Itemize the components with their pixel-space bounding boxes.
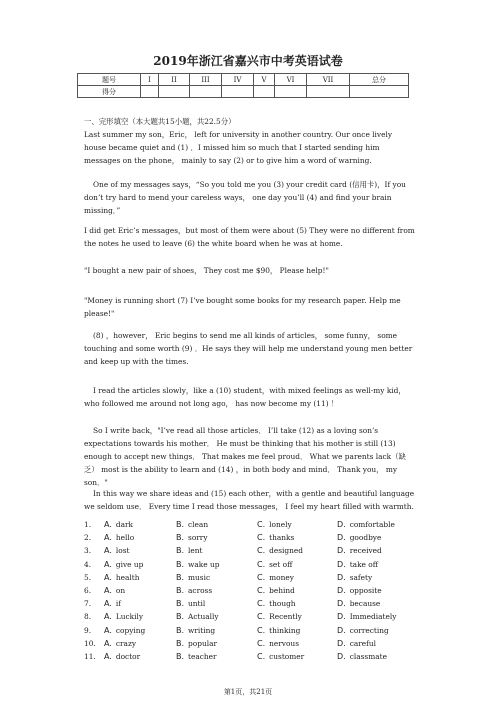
option-text: comfortable bbox=[349, 520, 395, 529]
question-number: 10. bbox=[84, 638, 96, 648]
option-b[interactable] bbox=[176, 599, 205, 608]
option-a[interactable] bbox=[104, 560, 143, 569]
option-c[interactable] bbox=[257, 612, 302, 621]
option-row bbox=[84, 573, 424, 586]
option-row bbox=[84, 546, 424, 559]
option-text: on bbox=[115, 585, 126, 595]
option-d[interactable] bbox=[337, 586, 382, 595]
option-text: though bbox=[269, 599, 296, 609]
score-header-cell: VI bbox=[275, 74, 307, 86]
option-letter: B. bbox=[176, 625, 185, 635]
score-header-cell: V bbox=[254, 74, 275, 86]
option-text: take off bbox=[349, 559, 378, 569]
option-b[interactable] bbox=[176, 546, 203, 555]
score-header-cell: VII bbox=[307, 74, 350, 86]
option-b[interactable] bbox=[176, 652, 217, 661]
option-a[interactable] bbox=[104, 520, 133, 529]
score-cell bbox=[141, 86, 159, 98]
option-d[interactable] bbox=[337, 573, 372, 582]
option-a[interactable] bbox=[104, 573, 140, 582]
option-c[interactable] bbox=[257, 626, 300, 635]
option-b[interactable] bbox=[176, 520, 208, 529]
option-c[interactable] bbox=[257, 599, 296, 608]
option-a[interactable] bbox=[104, 546, 129, 555]
option-row bbox=[84, 586, 424, 599]
option-row bbox=[84, 652, 424, 665]
option-letter: D. bbox=[337, 559, 346, 569]
option-text: lonely bbox=[269, 520, 292, 529]
option-d[interactable] bbox=[337, 560, 378, 569]
option-letter: B. bbox=[176, 520, 185, 529]
option-text: hello bbox=[115, 533, 135, 543]
page-footer: 第1页，共21页 bbox=[223, 688, 273, 696]
option-text: doctor bbox=[115, 651, 141, 661]
option-text: if bbox=[115, 599, 121, 609]
score-cell bbox=[307, 86, 350, 98]
option-letter: B. bbox=[176, 599, 185, 609]
option-b[interactable] bbox=[176, 612, 219, 621]
passage-paragraph: "I bought a new pair of shoes， They cost me $90， Please help!" bbox=[84, 266, 329, 275]
option-letter: A. bbox=[104, 625, 112, 635]
option-text: thinking bbox=[269, 625, 301, 635]
option-letter: B. bbox=[176, 651, 185, 661]
option-letter: C. bbox=[257, 625, 266, 635]
question-number: 1. bbox=[84, 520, 92, 529]
option-text: wake up bbox=[188, 559, 220, 569]
option-text: opposite bbox=[349, 585, 382, 595]
option-letter: A. bbox=[104, 546, 112, 556]
question-number: 11. bbox=[84, 651, 96, 661]
option-text: correcting bbox=[349, 625, 389, 635]
passage-paragraph: (8) ，however， Eric begins to send me all kinds of articles， some funny， some touching and some worth (9) ．He says they will help me understand young men better and keep up with the times. bbox=[84, 331, 413, 366]
score-row-label: 得分 bbox=[78, 86, 141, 98]
option-c[interactable] bbox=[257, 652, 304, 661]
option-letter: C. bbox=[257, 599, 266, 609]
option-text: clean bbox=[188, 520, 209, 529]
option-text: Luckily bbox=[115, 612, 144, 622]
option-d[interactable] bbox=[337, 652, 387, 661]
option-text: sorry bbox=[188, 533, 208, 543]
option-b[interactable] bbox=[176, 560, 219, 569]
option-a[interactable] bbox=[104, 599, 121, 608]
option-letter: B. bbox=[176, 546, 185, 556]
option-letter: A. bbox=[104, 520, 112, 529]
option-letter: D. bbox=[337, 612, 346, 622]
option-letter: A. bbox=[104, 599, 112, 609]
option-text: safety bbox=[349, 572, 373, 582]
option-text: Recently bbox=[269, 612, 302, 622]
option-a[interactable] bbox=[104, 652, 140, 661]
option-text: nervous bbox=[269, 638, 299, 648]
question-number: 8. bbox=[84, 612, 92, 622]
option-b[interactable] bbox=[176, 533, 208, 542]
option-text: popular bbox=[188, 638, 218, 648]
passage-paragraph: One of my messages says，“So you told me you (3) your credit card (信用卡)，If you don’t try hard to mend your careless ways， one day you’ll (4) and find your brain missing．” bbox=[84, 180, 406, 215]
option-text: careful bbox=[349, 638, 377, 648]
score-cell bbox=[190, 86, 222, 98]
option-c[interactable] bbox=[257, 639, 299, 648]
option-text: lent bbox=[188, 546, 203, 556]
question-number: 4. bbox=[84, 559, 92, 569]
option-c[interactable] bbox=[257, 560, 292, 569]
option-c[interactable] bbox=[257, 520, 292, 529]
option-letter: C. bbox=[257, 520, 266, 529]
option-b[interactable] bbox=[176, 586, 212, 595]
score-header-cell: III bbox=[190, 74, 222, 86]
option-letter: A. bbox=[104, 533, 112, 543]
score-cell bbox=[350, 86, 409, 98]
option-row bbox=[84, 560, 424, 573]
option-letter: B. bbox=[176, 559, 185, 569]
option-c[interactable] bbox=[257, 586, 295, 595]
score-table bbox=[77, 73, 409, 98]
option-b[interactable] bbox=[176, 639, 217, 648]
option-text: health bbox=[115, 572, 140, 582]
option-letter: A. bbox=[104, 638, 112, 648]
option-text: designed bbox=[269, 546, 303, 556]
score-header-cell: IV bbox=[222, 74, 254, 86]
score-cell bbox=[275, 86, 307, 98]
option-letter: D. bbox=[337, 625, 346, 635]
option-c[interactable] bbox=[257, 546, 303, 555]
option-row bbox=[84, 533, 424, 546]
option-text: thanks bbox=[269, 533, 295, 543]
option-text: writing bbox=[188, 625, 216, 635]
option-text: behind bbox=[269, 585, 295, 595]
option-row bbox=[84, 626, 424, 639]
score-table-header-row bbox=[78, 74, 409, 86]
option-letter: C. bbox=[257, 572, 266, 582]
option-text: across bbox=[188, 585, 213, 595]
passage-paragraph: I read the articles slowly，like a (10) student，with mixed feelings as well-my kid，who followed me around not long ago， has now become my (11) ！ bbox=[84, 386, 406, 408]
score-header-cell: I bbox=[141, 74, 159, 86]
option-a[interactable] bbox=[104, 626, 145, 635]
option-letter: A. bbox=[104, 572, 112, 582]
option-row bbox=[84, 599, 424, 612]
option-a[interactable] bbox=[104, 586, 125, 595]
option-text: crazy bbox=[115, 638, 137, 648]
option-letter: D. bbox=[337, 599, 346, 609]
option-row bbox=[84, 612, 424, 625]
option-c[interactable] bbox=[257, 533, 294, 542]
score-table-score-row bbox=[78, 86, 409, 98]
option-row bbox=[84, 639, 424, 652]
question-number: 6. bbox=[84, 585, 92, 595]
option-text: received bbox=[349, 546, 382, 556]
option-a[interactable] bbox=[104, 612, 143, 621]
option-letter: B. bbox=[176, 572, 185, 582]
option-text: goodbye bbox=[349, 533, 382, 543]
option-letter: D. bbox=[337, 585, 346, 595]
question-number: 9. bbox=[84, 625, 92, 635]
option-letter: C. bbox=[257, 546, 266, 556]
option-text: dark bbox=[115, 520, 134, 529]
option-d[interactable] bbox=[337, 520, 395, 529]
option-text: Actually bbox=[188, 612, 219, 622]
option-d[interactable] bbox=[337, 546, 382, 555]
score-cell bbox=[159, 86, 190, 98]
option-letter: A. bbox=[104, 585, 112, 595]
option-letter: B. bbox=[176, 612, 185, 622]
page-title: 2019年浙江省嘉兴市中考英语试卷 bbox=[153, 54, 343, 68]
option-text: until bbox=[188, 599, 206, 609]
question-number: 5. bbox=[84, 572, 92, 582]
option-letter: D. bbox=[337, 572, 346, 582]
option-letter: A. bbox=[104, 651, 112, 661]
option-c[interactable] bbox=[257, 573, 294, 582]
option-letter: C. bbox=[257, 585, 266, 595]
option-letter: D. bbox=[337, 546, 346, 556]
option-text: classmate bbox=[349, 651, 387, 661]
option-text: because bbox=[349, 599, 381, 609]
option-letter: D. bbox=[337, 533, 346, 543]
passage-paragraph: Last summer my son，Eric， left for university in another country. Our once lively house became quiet and (1) ．I missed him so much that I started sending him messages on the phone， mainly to say (2) or to give him a word of warning. bbox=[84, 130, 392, 165]
option-d[interactable] bbox=[337, 533, 381, 542]
option-letter: C. bbox=[257, 559, 266, 569]
option-letter: C. bbox=[257, 638, 266, 648]
option-text: customer bbox=[269, 651, 305, 661]
question-number: 7. bbox=[84, 599, 92, 609]
option-text: lost bbox=[115, 546, 130, 556]
option-letter: C. bbox=[257, 651, 266, 661]
passage-paragraph: In this way we share ideas and (15) each other，with a gentle and beautiful language we seldom use． Every time I read those messages， I feel my heart filled with warmth. bbox=[84, 489, 415, 511]
question-number: 2. bbox=[84, 533, 92, 543]
option-letter: A. bbox=[104, 612, 112, 622]
question-number: 3. bbox=[84, 546, 92, 556]
passage-paragraph: I did get Eric’s messages，but most of them were about (5) They were no different from the notes he used to leave (6) the white board when he was at home. bbox=[84, 226, 415, 248]
option-letter: D. bbox=[337, 520, 346, 529]
option-d[interactable] bbox=[337, 612, 396, 621]
option-text: give up bbox=[115, 559, 144, 569]
score-header-cell: 总分 bbox=[350, 74, 409, 86]
option-d[interactable] bbox=[337, 626, 389, 635]
option-d[interactable] bbox=[337, 639, 376, 648]
option-row bbox=[84, 520, 424, 533]
score-header-cell: II bbox=[159, 74, 190, 86]
option-text: teacher bbox=[188, 651, 217, 661]
option-letter: B. bbox=[176, 533, 185, 543]
option-letter: D. bbox=[337, 638, 346, 648]
score-cell bbox=[222, 86, 254, 98]
option-letter: B. bbox=[176, 638, 185, 648]
option-d[interactable] bbox=[337, 599, 380, 608]
option-text: set off bbox=[269, 559, 293, 569]
option-a[interactable] bbox=[104, 639, 136, 648]
option-b[interactable] bbox=[176, 573, 210, 582]
option-letter: C. bbox=[257, 533, 266, 543]
option-letter: A. bbox=[104, 559, 112, 569]
option-letter: D. bbox=[337, 651, 346, 661]
option-text: music bbox=[188, 572, 211, 582]
option-text: Immediately bbox=[349, 612, 397, 622]
option-a[interactable] bbox=[104, 533, 134, 542]
option-text: money bbox=[269, 572, 294, 582]
option-text: copying bbox=[115, 625, 146, 635]
score-cell bbox=[254, 86, 275, 98]
score-header-cell: 题号 bbox=[78, 74, 141, 86]
options-list bbox=[84, 520, 424, 665]
option-b[interactable] bbox=[176, 626, 215, 635]
section-heading: 一、完形填空（本大题共15小题，共22.5分） bbox=[84, 117, 236, 126]
option-letter: B. bbox=[176, 585, 185, 595]
option-letter: C. bbox=[257, 612, 266, 622]
passage-paragraph: So I write back，"I’ve read all those articles． I’ll take (12) as a loving son’s expectations towards his mother． He must be thinking that his mother is still (13) enough to accept new things． That makes me feel proud． What we parents lack（缺乏） most is the ability to learn and (14) ，in both body and mind． Thank you， my son．" bbox=[84, 426, 406, 487]
passage-paragraph: "Money is running short (7) I’ve bought some books for my research paper. Help me please!" bbox=[84, 296, 401, 318]
